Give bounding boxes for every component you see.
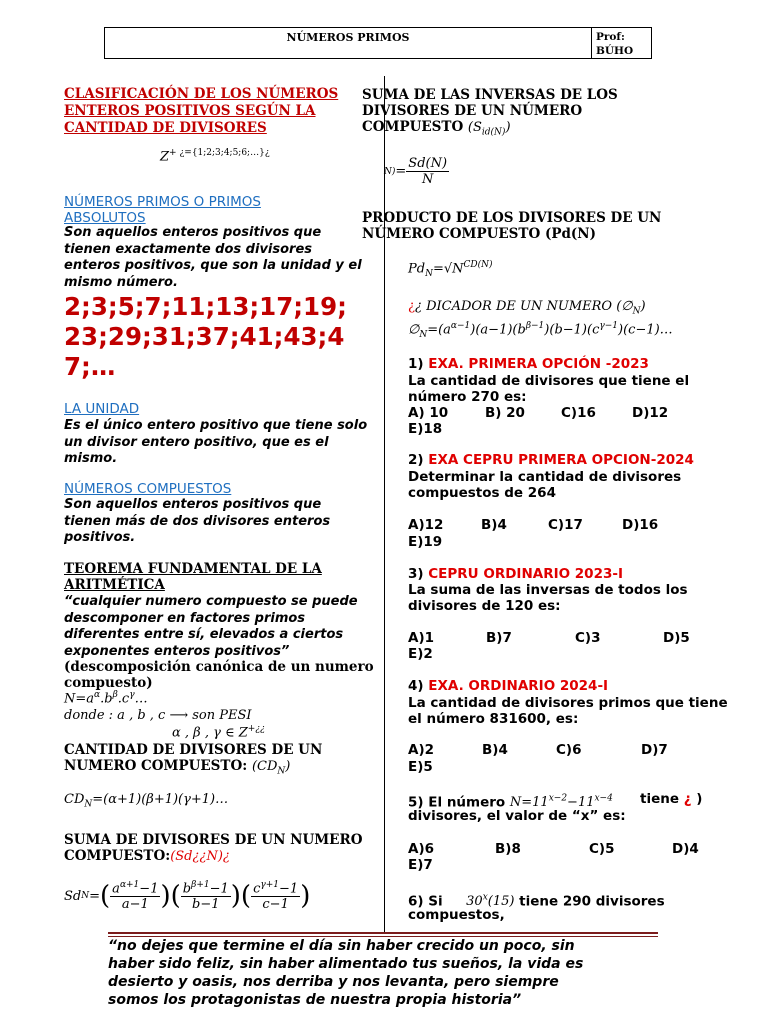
heading-line: NUMERO COMPUESTO: bbox=[64, 758, 252, 774]
sd-symbol: (Sd¿¿N)¿ bbox=[170, 849, 230, 864]
heading-line: ENTEROS POSITIVOS SEGÚN LA bbox=[64, 103, 316, 119]
text-line: La cantidad de divisores primos que tiene bbox=[408, 695, 728, 711]
question-6-text: compuestos, bbox=[408, 907, 505, 923]
question-5-text: divisores, el valor de “x” es: bbox=[408, 808, 626, 824]
option: D)4 bbox=[672, 841, 699, 857]
text-line: positivos. bbox=[64, 530, 136, 545]
indicator-formula: $\emptyset_N=(a^{\alpha-1})(a-1)(b^{\beta-1})(b-1)(c^{\gamma-1})(c-1)\dots$ bbox=[408, 321, 673, 340]
product-formula: $Pd_N=√N^{CD(N)}$ bbox=[408, 260, 493, 279]
heading-line: NÚMERO COMPUESTO (Pd(N) bbox=[362, 226, 597, 242]
column-divider bbox=[384, 76, 385, 932]
question-4-text bbox=[408, 695, 728, 727]
option: A)2 bbox=[408, 742, 435, 758]
primes-line: 7;… bbox=[64, 352, 116, 381]
question-2-text bbox=[408, 469, 681, 501]
option: B)4 bbox=[481, 517, 507, 533]
text-line: tienen exactamente dos divisores bbox=[64, 241, 313, 257]
composite-heading: NÚMEROS COMPUESTOS bbox=[64, 481, 232, 497]
product-heading bbox=[362, 210, 661, 242]
question-6-tail: tiene 290 divisores bbox=[514, 893, 665, 910]
indicator-lhs: ∅ bbox=[408, 322, 420, 338]
text-line: mismo. bbox=[64, 451, 118, 466]
classification-heading bbox=[64, 86, 338, 137]
text-line: La cantidad de divisores que tiene el bbox=[408, 373, 690, 389]
theorem-heading bbox=[64, 561, 322, 593]
cd-formula: $CD_N=(\alpha+1)(\beta+1)(\gamma+1)\dots$ bbox=[64, 792, 229, 810]
question-source: EXA. ORDINARIO 2024-I bbox=[428, 678, 609, 694]
text-line: diferentes entre sí, elevados a ciertos bbox=[64, 627, 344, 642]
question-5-option-e: E)7 bbox=[408, 857, 433, 873]
indicator-heading: ¿¿ DICADOR DE UN NUMERO $(\emptyset_N)$ bbox=[408, 299, 646, 317]
text-line: Es el único entero positivo que tiene solo bbox=[64, 418, 368, 433]
author-name: BÚHO bbox=[596, 45, 634, 57]
inverse-prefix: N) bbox=[384, 166, 396, 177]
option: C)6 bbox=[556, 742, 582, 758]
cd-symbol: (CD bbox=[251, 759, 278, 774]
text-line: compuestos de 264 bbox=[408, 485, 556, 501]
primes-definition bbox=[64, 225, 362, 291]
text-line: divisores de 120 es: bbox=[408, 598, 561, 614]
question-number: 5) El número bbox=[408, 794, 510, 811]
header-separator bbox=[591, 28, 592, 58]
z-formula bbox=[160, 148, 270, 164]
heading-line: TEOREMA FUNDAMENTAL DE LA bbox=[64, 561, 322, 577]
exponents-formula: α , β , γ ∈ Z+¿¿ bbox=[172, 724, 265, 741]
page-title: NÚMEROS PRIMOS bbox=[286, 31, 410, 44]
heading-line: DIVISORES DE UN NÚMERO bbox=[362, 103, 583, 119]
inverse-formula: N) = $\frac{Sd(N)}{N}$ bbox=[384, 156, 448, 187]
quote-line: “no dejes que termine el día sin haber crecido un poco, sin bbox=[108, 938, 575, 954]
text-line: mismo número. bbox=[64, 274, 178, 290]
heading-line: PRODUCTO DE LOS DIVISORES DE UN bbox=[362, 210, 662, 226]
z-symbol: Z bbox=[160, 149, 170, 165]
quote-line: somos los protagonistas de nuestra propia historia” bbox=[108, 992, 522, 1008]
inverse-symbol-sub: id(N) bbox=[481, 127, 506, 138]
text-line: “cualquier numero compuesto se puede bbox=[64, 594, 358, 609]
author-label bbox=[596, 30, 633, 58]
option: B)4 bbox=[482, 742, 508, 758]
option: A)1 bbox=[408, 630, 435, 646]
product-lhs: Pd bbox=[408, 261, 426, 277]
question-2-option-e: E)19 bbox=[408, 534, 443, 550]
question-5-header: 5) El número $N=11^{x-2}-11^{x-4}$ tiene ¿ ) bbox=[408, 791, 703, 811]
heading-line: COMPUESTO bbox=[362, 119, 468, 135]
text-line: Determinar la cantidad de divisores bbox=[408, 469, 682, 485]
question-4-option-e: E)5 bbox=[408, 759, 433, 775]
option: C)16 bbox=[561, 405, 596, 421]
heading-line: CLASIFICACIÓN DE LOS NÚMEROS bbox=[64, 86, 339, 102]
question-1-options bbox=[408, 405, 708, 421]
primes-line: 2;3;5;7;11;13;17;19; bbox=[64, 292, 347, 321]
question-number: 2) bbox=[408, 452, 429, 468]
footer-quote bbox=[108, 937, 668, 1009]
z-set: + ¿={1;2;3;4;5;6;…}¿ bbox=[169, 148, 270, 158]
question-number: 1) bbox=[408, 356, 429, 372]
question-1-header bbox=[408, 356, 649, 372]
question-3-option-e: E)2 bbox=[408, 646, 433, 662]
text-line: Son aquellos enteros positivos que bbox=[64, 225, 322, 240]
option: B) 20 bbox=[485, 405, 525, 421]
text-line: número 270 es: bbox=[408, 389, 527, 405]
sd-formula: Sd N = ( $\frac{a^{\alpha+1}-1}{a-1}$ ) ( $\frac{b^{\beta+1}-1}{b-1}$ ) ( $\frac{c^{\gamma+1}-1}{c-1}$ ) bbox=[64, 880, 311, 913]
product-rhs: =√N bbox=[432, 261, 464, 277]
question-source: EXA. PRIMERA OPCIÓN -2023 bbox=[428, 356, 649, 372]
heading-line: CANTIDAD DE DIVISORES DE UN bbox=[64, 742, 323, 758]
heading-line: CANTIDAD DE DIVISORES bbox=[64, 120, 267, 136]
question-number: 3) bbox=[408, 566, 429, 582]
option: D)12 bbox=[632, 405, 669, 421]
quote-line: haber sido feliz, sin haber alimentado tus sueños, la vida es bbox=[108, 956, 584, 972]
unit-heading: LA UNIDAD bbox=[64, 401, 140, 417]
question-5-formula: N=11 bbox=[509, 795, 549, 811]
heading-line: NÚMEROS PRIMOS O PRIMOS bbox=[64, 194, 261, 210]
heading-line: COMPUESTO: bbox=[64, 848, 171, 864]
cd-lhs: CD bbox=[64, 792, 85, 807]
question-6-formula: 30 bbox=[466, 894, 483, 910]
sd-lhs: Sd bbox=[64, 888, 82, 904]
question-4-options bbox=[408, 742, 708, 758]
question-4-header bbox=[408, 678, 608, 694]
text-line: un divisor entero positivo, que es el bbox=[64, 434, 329, 450]
question-source: CEPRU ORDINARIO 2023-I bbox=[428, 566, 623, 582]
primes-heading bbox=[64, 194, 261, 226]
inverse-heading: SUMA DE LAS INVERSAS DE LOS DIVISORES DE UN NÚMERO COMPUESTO $(S_{id(N)})$ bbox=[362, 87, 618, 138]
product-exponent: CD(N) bbox=[463, 260, 493, 270]
question-1-text bbox=[408, 373, 689, 405]
option: A)6 bbox=[408, 841, 435, 857]
inverse-numerator: Sd(N) bbox=[408, 156, 448, 171]
inverse-symbol: (S bbox=[467, 120, 482, 135]
question-number: 6) Si bbox=[408, 893, 448, 910]
text-line: exponentes enteros positivos” bbox=[64, 643, 290, 659]
question-3-options bbox=[408, 630, 708, 646]
option: B)8 bbox=[495, 841, 521, 857]
text-line: tienen más de dos divisores enteros bbox=[64, 513, 331, 529]
question-2-header bbox=[408, 452, 694, 468]
option: A) 10 bbox=[408, 405, 449, 421]
heading-line: ABSOLUTOS bbox=[64, 210, 146, 226]
question-source: EXA CEPRU PRIMERA OPCION-2024 bbox=[428, 452, 694, 468]
text-line: enteros positivos, que son la unidad y el bbox=[64, 258, 362, 273]
inverse-denominator: N bbox=[421, 172, 434, 187]
question-number: 4) bbox=[408, 678, 429, 694]
primes-line: 23;29;31;37;41;43;4 bbox=[64, 322, 345, 351]
indicator-rhs: =(a bbox=[427, 322, 451, 338]
formula-n: N=a bbox=[64, 691, 95, 707]
question-6-header: 6) Si 30$^x$(15) tiene 290 divisores bbox=[408, 893, 665, 910]
composite-definition bbox=[64, 497, 330, 547]
cd-rhs: =(α+1)(β+1)(γ+1)… bbox=[92, 792, 229, 807]
question-6-formula-factor: (15) bbox=[487, 894, 515, 910]
question-3-text bbox=[408, 582, 688, 614]
option: C)3 bbox=[575, 630, 601, 646]
canonical-formula: $N=a^\alpha.b^\beta.c^\gamma\dots$ bbox=[64, 690, 148, 707]
author-label-line1: Prof: bbox=[596, 31, 625, 43]
text-line: compuesto) bbox=[64, 675, 153, 691]
option: D)7 bbox=[641, 742, 668, 758]
text-line: descomponer en factores primos bbox=[64, 610, 306, 626]
heading-line: ARITMÉTICA bbox=[64, 577, 165, 593]
question-2-options bbox=[408, 517, 708, 533]
theorem-note bbox=[64, 659, 374, 691]
question-3-header bbox=[408, 566, 623, 582]
heading-line: SUMA DE LAS INVERSAS DE LOS bbox=[362, 87, 618, 103]
question-1-option-e: E)18 bbox=[408, 421, 443, 437]
primes-list bbox=[64, 292, 347, 382]
quote-line: desierto y oasis, nos derriba y nos levanta, pero siempre bbox=[108, 974, 559, 990]
option: D)16 bbox=[622, 517, 659, 533]
option: B)7 bbox=[486, 630, 512, 646]
heading-line: SUMA DE DIVISORES DE UN NUMERO bbox=[64, 832, 363, 848]
option: C)5 bbox=[589, 841, 615, 857]
option: C)17 bbox=[548, 517, 583, 533]
sd-heading bbox=[64, 832, 362, 865]
pesi-formula: donde : a , b , c ⟶ son PESI bbox=[64, 708, 252, 723]
text-line: Son aquellos enteros positivos que bbox=[64, 497, 322, 512]
exponent-set: α , β , γ ∈ Z bbox=[172, 725, 248, 741]
cd-heading: CANTIDAD DE DIVISORES DE UN NUMERO COMPUESTO: $(CD_N)$ bbox=[64, 742, 323, 777]
theorem-quote bbox=[64, 594, 358, 660]
unit-definition bbox=[64, 418, 367, 468]
question-5-tail: tiene bbox=[640, 791, 684, 807]
indicator-title: ¿ DICADOR DE UN NUMERO (∅ bbox=[414, 299, 633, 314]
text-line: el número 831600, es: bbox=[408, 711, 579, 727]
text-line: La suma de las inversas de todos los bbox=[408, 582, 688, 598]
footer-rule bbox=[108, 932, 658, 934]
option: D)5 bbox=[663, 630, 690, 646]
text-line: (descomposición canónica de un numero bbox=[64, 659, 374, 675]
option: A)12 bbox=[408, 517, 444, 533]
header-box bbox=[104, 27, 652, 59]
question-5-options bbox=[408, 841, 708, 857]
